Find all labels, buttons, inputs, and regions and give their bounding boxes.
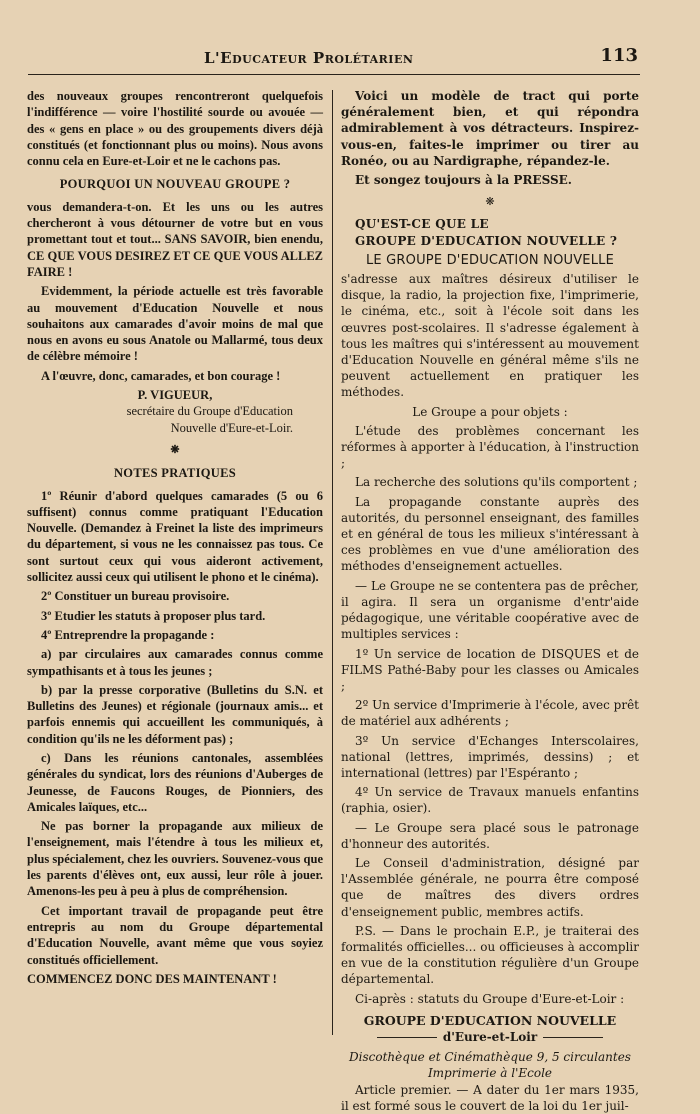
paragraph: Voici un modèle de tract qui porte généralement bien, et qui répondra admirablement à vos détracteurs. Inspirez-vous-en, faites-le imprimer ou tirer au Ronéo, ou au Nardigraphe, répandez-le. xyxy=(341,89,639,168)
statutes-title: GROUPE D'EDUCATION NOUVELLE xyxy=(363,1012,617,1028)
right-column xyxy=(341,88,639,1113)
signature-name: P. VIGUEUR, xyxy=(137,388,213,403)
statutes-subtitle-text: d'Eure-et-Loir xyxy=(442,1029,538,1044)
paragraph: COMMENCEZ DONC DES MAINTENANT ! xyxy=(27,971,277,986)
section-heading: QU'EST-CE QUE LE xyxy=(355,217,489,232)
statutes-subtitle xyxy=(341,1029,639,1045)
paragraph: Ne pas borner la propagande aux milieux de l'enseignement, mais l'étendre à tous les milieux et, plus spécialement, chez les ouvriers. Souvenez-vous que les parents d'élèves ont, eux aussi, leur rôle à jouer. Amenons-les peu à peu à plus de compréhension. xyxy=(27,819,323,899)
paragraph: — Le Groupe sera placé sous le patronage d'honneur des autorités. xyxy=(341,820,639,851)
paragraph: 3º Un service d'Echanges Interscolaires, national (lettres, imprimés, dessins) ; et international (lettres) par l'Espéranto ; xyxy=(341,733,639,780)
paragraph: Cet important travail de propagande peut être entrepris au nom du Groupe départemental d'Education Nouvelle, avant même que vous soyiez constitués officiellement. xyxy=(27,903,323,967)
paragraph: a) par circulaires aux camarades connus comme sympathisants et à tous les jeunes ; xyxy=(27,647,323,678)
paragraph: Ci-après : statuts du Groupe d'Eure-et-Loir : xyxy=(355,991,625,1006)
paragraph: Evidemment, la période actuelle est très favorable au mouvement d'Education Nouvelle et nous souhaitons aux camarades d'avoir moins de mal que nous en avons eu sous Anatole ou Mallarmé, tous deux de célèbre mémoire ! xyxy=(27,284,323,364)
paragraph: b) par la presse corporative (Bulletins du S.N. et Bulletins des Jeunes) et régionale (journaux amis... et parfois ennemis qui accueillent les communiqués, à condition qu'ils ne les déforment pas) ; xyxy=(27,682,323,746)
signature-line: secrétaire du Groupe d'Education xyxy=(126,404,293,419)
section-heading: GROUPE D'EDUCATION NOUVELLE ? xyxy=(355,233,618,248)
paragraph: Le Groupe a pour objets : xyxy=(412,404,568,419)
left-column xyxy=(27,88,323,1048)
paragraph: Article premier. — A dater du 1er mars 1935, il est formé sous le couvert de la loi du 1er juil- xyxy=(341,1082,639,1113)
paragraph: 4º Un service de Travaux manuels enfantins (raphia, osier). xyxy=(341,785,639,816)
paragraph: 3º Etudier les statuts à proposer plus tard. xyxy=(41,608,266,623)
ornament-icon: ❋ xyxy=(170,443,180,456)
paragraph: La recherche des solutions qu'ils comportent ; xyxy=(355,475,638,490)
paragraph: 1º Un service de location de DISQUES et de FILMS Pathé-Baby pour les classes ou Amicales ; xyxy=(341,646,639,693)
signature-line: Nouvelle d'Eure-et-Loir. xyxy=(170,420,293,435)
paragraph: c) Dans les réunions cantonales, assemblées générales du syndicat, lors des réunions d'Auberges de Jeunesse, de Faucons Rouges, de Pionniers, des Amicales laïques, etc... xyxy=(27,750,323,814)
paragraph: 2º Un service d'Imprimerie à l'école, avec prêt de matériel aux adhérents ; xyxy=(341,698,639,729)
paragraph: La propagande constante auprès des autorités, du personnel enseignant, des familles et en général de tous les milieux s'intéressant à ces problèmes en vue d'une amélioration des méthodes d'enseignement actuelles. xyxy=(341,494,639,574)
paragraph: 1º Réunir d'abord quelques camarades (5 ou 6 suffisent) connus comme pratiquant l'Education Nouvelle. (Demandez à Freinet la liste des imprimeurs du département, si vous ne les connaissez pas tous. Ce sont surtout ceux qui vous aideront activement, sollicitez aussi ceux qui utilisent le phono et le cinéma). xyxy=(27,488,323,585)
page-header xyxy=(28,40,640,75)
running-title: L'Educateur Prolétarien xyxy=(204,49,414,67)
paragraph: des nouveaux groupes rencontreront quelquefois l'indifférence — voire l'hostilité sourde ou avouée — des « gens en place » ou des groupements divers déjà constitués (et fonctionnant plus ou moins). Nous avons connu cela en Eure-et-Loir et ne le cachons pas. xyxy=(27,89,323,169)
subtitle-line: Discothèque et Cinémathèque 9, 5 circulantes xyxy=(349,1050,631,1065)
paragraph: P.S. — Dans le prochain E.P., je traiterai des formalités officielles... ou officieuses à accomplir en vue de la constitution régulière d'un Groupe départemental. xyxy=(341,923,639,987)
paragraph: 4º Entreprendre la propagande : xyxy=(41,627,215,642)
column-divider xyxy=(332,90,333,1035)
paragraph: L'étude des problèmes concernant les réformes à apporter à l'éducation, à l'instruction ; xyxy=(341,423,639,471)
paragraph: Le Conseil d'administration, désigné par l'Assemblée générale, ne pourra être composé que de maîtres des divers ordres d'enseignement public, membres actifs. xyxy=(341,855,639,919)
section-heading: NOTES PRATIQUES xyxy=(113,466,236,481)
paragraph: Et songez toujours à la PRESSE. xyxy=(355,173,572,188)
paragraph: 2º Constituer un bureau provisoire. xyxy=(41,589,230,604)
paragraph: vous demandera-t-on. Et les uns ou les autres chercheront à vous détourner de votre but en vous promettant tout et tout... SANS SAVOIR, bien enendu, CE QUE VOUS DESIREZ ET CE QUE VOUS ALLEZ FAIRE ! xyxy=(27,199,323,279)
tract-title: LE GROUPE D'EDUCATION NOUVELLE xyxy=(365,252,615,268)
paragraph: A l'œuvre, donc, camarades, et bon courage ! xyxy=(41,368,281,383)
paragraph: s'adresse aux maîtres désireux d'utiliser le disque, la radio, la projection fixe, l'imprimerie, le cinéma, etc., soit à l'école soit dans les œuvres post-scolaires. Il s'adresse également à tous les maîtres qui s'intéressent au mouvement d'Education Nouvelle en général même s'ils ne peuvent actuellement en pratiquer les méthodes. xyxy=(341,272,639,400)
ornament-icon: ❋ xyxy=(485,195,495,209)
page-number: 113 xyxy=(600,45,638,66)
section-heading: POURQUOI UN NOUVEAU GROUPE ? xyxy=(59,177,291,192)
subtitle-line: Imprimerie à l'Ecole xyxy=(427,1066,553,1081)
paragraph: — Le Groupe ne se contentera pas de prêcher, il agira. Il sera un organisme d'entr'aide pédagogique, une véritable coopérative avec de multiples services : xyxy=(341,578,639,642)
